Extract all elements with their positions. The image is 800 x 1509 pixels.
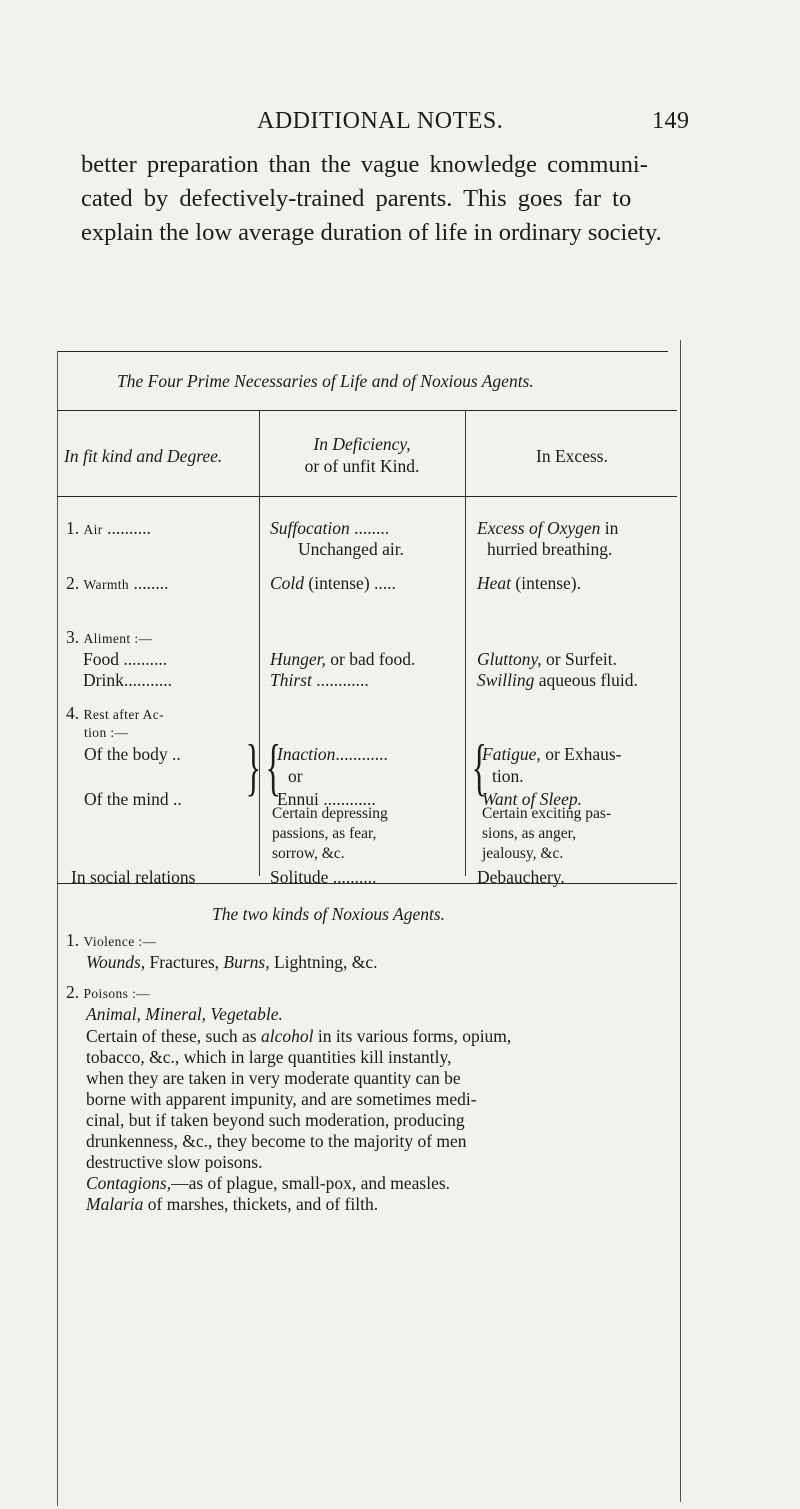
row-number: 2. — [66, 573, 80, 593]
excess-italic: Heat — [477, 573, 512, 593]
row-rest-mind-label: Of the mind .. — [84, 789, 182, 809]
item-number: 2. — [66, 982, 80, 1002]
row-label: Rest after Ac- — [83, 707, 165, 722]
item-label: Poisons :— — [83, 986, 151, 1001]
row-number: 1. — [66, 518, 80, 538]
passions-deficiency-line: passions, as fear, — [272, 825, 377, 842]
deficiency-italic: Hunger, — [270, 649, 326, 669]
row-rest-excess — [482, 743, 622, 765]
left-brace-icon: { — [471, 731, 488, 802]
column-header-fit: In fit kind and Degree. — [64, 446, 223, 466]
violence-heading — [66, 929, 156, 953]
running-header-title: ADDITIONAL NOTES. — [257, 108, 504, 134]
violence-burns: Burns, — [223, 952, 270, 972]
passions-deficiency-line: Certain depressing — [272, 805, 388, 822]
row-drink-deficiency: Thirst ............ — [270, 670, 369, 690]
row-aliment-label — [66, 626, 152, 650]
table-right-rule — [680, 340, 681, 1502]
header-divider-rule — [57, 496, 677, 497]
table-left-rule — [57, 351, 58, 1506]
row-food-label: Food .......... — [83, 649, 168, 669]
row-number: 3. — [66, 627, 80, 647]
poisons-kinds: Animal, Mineral, Vegetable. — [86, 1004, 283, 1024]
row-rest-excess-cont: tion. — [492, 766, 524, 786]
poisons-body-line: when they are taken in very moderate quantity can be — [86, 1068, 461, 1088]
excess-text: or Exhaus- — [545, 744, 622, 764]
poisons-body-line: borne with apparent impunity, and are sometimes medi- — [86, 1089, 477, 1109]
violence-fractures: Fractures, — [149, 952, 220, 972]
malaria-text: of marshes, thickets, and of filth. — [147, 1194, 379, 1214]
row-social-label: In social relations — [71, 867, 196, 887]
row-rest-body-label: Of the body .. — [84, 744, 181, 764]
deficiency-text: Ennui — [277, 789, 319, 809]
passions-excess-line: Certain exciting pas- — [482, 805, 612, 822]
intro-line: better preparation than the vague knowledge communi- — [81, 151, 648, 178]
poisons-text: Certain of these, such as — [86, 1026, 257, 1046]
row-rest-deficiency: Inaction............ — [277, 744, 388, 764]
contagions-text: —as of plague, small-pox, and measles. — [171, 1173, 451, 1193]
violence-details — [86, 951, 378, 973]
column-rule-1 — [259, 410, 260, 876]
row-label: Aliment :— — [83, 631, 153, 646]
row-air-excess-sub: hurried breathing. — [487, 539, 613, 559]
page-number: 149 — [652, 108, 690, 134]
poisons-alcohol: alcohol — [260, 1026, 314, 1046]
intro-line: explain the low average duration of life in ordinary society. — [81, 219, 662, 246]
poisons-body-line: tobacco, &c., which in large quantities kill instantly, — [86, 1047, 452, 1067]
deficiency-italic: Thirst — [270, 670, 312, 690]
row-social-excess: Debauchery. — [477, 867, 565, 887]
excess-italic: Excess of Oxygen — [477, 518, 601, 538]
left-brace-icon: { — [265, 731, 282, 802]
contagions-label: Contagions, — [86, 1173, 172, 1193]
row-air-deficiency: Suffocation ........ — [270, 518, 390, 538]
passions-deficiency-line: sorrow, &c. — [272, 845, 345, 862]
row-social-deficiency: Solitude .......... — [270, 867, 377, 887]
row-warmth-label: 2. Warmth ........ — [66, 573, 169, 593]
left-brace-icon: } — [245, 731, 262, 802]
column-header-excess: In Excess. — [536, 446, 608, 466]
item-number: 1. — [66, 930, 80, 950]
contagions-line — [86, 1172, 450, 1194]
row-rest-label-cont: tion :— — [84, 725, 129, 740]
poisons-heading — [66, 981, 150, 1005]
column-header-deficiency-sub: or of unfit Kind. — [304, 456, 420, 476]
excess-text: or Surfeit. — [546, 649, 617, 669]
row-warmth-deficiency: Cold (intense) ..... — [270, 573, 396, 593]
intro-paragraph — [81, 148, 721, 250]
poisons-text: in its various forms, opium, — [317, 1026, 512, 1046]
passions-excess-line: jealousy, &c. — [482, 845, 564, 862]
deficiency-italic: Suffocation — [270, 518, 350, 538]
row-warmth-excess — [477, 572, 581, 594]
table-top-rule — [57, 351, 668, 352]
row-air-deficiency-sub: Unchanged air. — [298, 539, 404, 559]
item-label: Violence :— — [83, 934, 157, 949]
excess-text: aqueous fluid. — [538, 670, 638, 690]
excess-text: in — [604, 518, 619, 538]
table-title: The Four Prime Necessaries of Life and of Noxious Agents. — [117, 371, 534, 391]
row-food-deficiency — [270, 648, 415, 670]
passions-excess-line: sions, as anger, — [482, 825, 577, 842]
sub-label: Food — [83, 649, 119, 669]
excess-italic: Swilling — [477, 670, 535, 690]
title-divider-rule — [57, 410, 677, 411]
violence-rest: Lightning, &c. — [273, 952, 378, 972]
row-air-label: 1. Air .......... — [66, 518, 151, 538]
row-drink-excess — [477, 669, 638, 691]
row-air-excess — [477, 517, 618, 539]
column-header-deficiency: In Deficiency, — [313, 434, 411, 454]
sub-label: Drink — [83, 670, 124, 690]
poisons-body-line: cinal, but if taken beyond such moderation, producing — [86, 1110, 465, 1130]
deficiency-text: (intense) — [308, 573, 370, 593]
row-rest-excess-sleep: Want of Sleep. — [482, 789, 582, 809]
row-food-excess — [477, 648, 617, 670]
row-label: Warmth — [83, 577, 130, 592]
intro-line: cated by defectively-trained parents. This goes far to — [81, 185, 632, 212]
deficiency-italic: Cold — [270, 573, 305, 593]
excess-italic: Gluttony, — [477, 649, 542, 669]
row-rest-deficiency-ennui: Ennui ............ — [277, 789, 376, 809]
row-rest-deficiency-or: or — [288, 766, 303, 786]
sub-label: Of the mind — [84, 789, 169, 809]
column-rule-2 — [465, 410, 466, 876]
row-number: 4. — [66, 703, 80, 723]
noxious-title: The two kinds of Noxious Agents. — [212, 904, 446, 924]
excess-text: (intense). — [515, 573, 582, 593]
deficiency-italic: Inaction — [277, 744, 336, 764]
row-label: Air — [83, 522, 103, 537]
poisons-body-line: drunkenness, &c., they become to the majority of men — [86, 1131, 467, 1151]
malaria-line — [86, 1193, 378, 1215]
row-drink-label: Drink........... — [83, 670, 172, 690]
poisons-body-line — [86, 1025, 511, 1047]
malaria-label: Malaria — [86, 1194, 144, 1214]
excess-italic: Fatigue, — [482, 744, 541, 764]
violence-wounds: Wounds, — [86, 952, 146, 972]
deficiency-text: or bad food. — [330, 649, 416, 669]
sub-label: Of the body — [84, 744, 168, 764]
poisons-body-line: destructive slow poisons. — [86, 1152, 263, 1172]
